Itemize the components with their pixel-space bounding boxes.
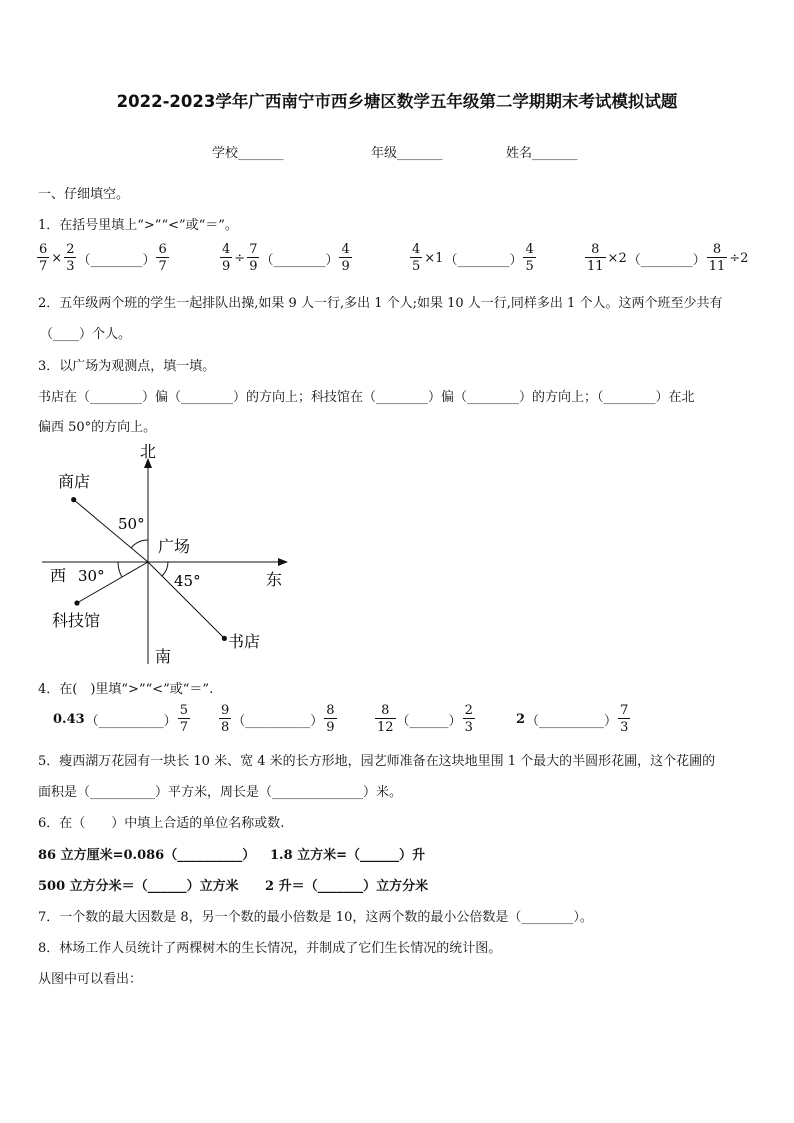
q6-line-1a[interactable]: 86 立方厘米=0.086（__________）: [38, 848, 256, 863]
q1-item-4: $\frac{8}{11}$ ×2 （________） $\frac{8}{11}$ ÷2: [587, 242, 749, 274]
east-label: 东: [266, 570, 283, 589]
q4-item-3: [374, 704, 476, 734]
fraction: $\frac{5}{7}$: [179, 703, 188, 735]
name-field[interactable]: 姓名_______: [506, 146, 578, 161]
fraction: $\frac{4}{9}$: [341, 242, 350, 274]
shop-angle-arc: [131, 540, 148, 548]
fraction: $\frac{8}{11}$: [708, 242, 726, 274]
grade-field[interactable]: 年级_______: [371, 146, 443, 161]
fraction: $\frac{8}{12}$: [377, 703, 394, 735]
q1-item-3: $\frac{4}{5}$ ×1 （________） $\frac{4}{5}$: [412, 242, 534, 274]
q7-text[interactable]: 7．一个数的最大因数是 8，另一个数的最小倍数是 10，这两个数的最小公倍数是（________）。: [38, 910, 593, 925]
q6-line-2a[interactable]: 500 立方分米＝（______）立方米: [38, 879, 239, 894]
east-arrow-icon: [278, 558, 288, 566]
answer-blank[interactable]: （__________）: [232, 713, 324, 729]
page-title: 2022-2023学年广西南宁市西乡塘区数学五年级第二学期期末考试模拟试题: [116, 92, 678, 111]
shop-angle-label: 50°: [118, 515, 145, 533]
south-label: 南: [155, 647, 172, 666]
shop-point: [71, 497, 76, 502]
q1-item-2: $\frac{4}{9}$ ÷ $\frac{7}{9}$ （________） $\frac{4}{9}$: [222, 242, 350, 274]
square-label: 广场: [158, 537, 191, 556]
museum-label: 科技馆: [52, 611, 101, 630]
answer-blank[interactable]: （________）: [260, 252, 339, 268]
q6-line-2b[interactable]: 2 升＝（_______）立方分米: [265, 879, 429, 894]
bookstore-label: 书店: [228, 632, 261, 651]
bookstore-angle-label: 45°: [174, 572, 201, 590]
q2-line-2[interactable]: （____）个人。: [40, 327, 132, 342]
north-label: 北: [140, 442, 157, 461]
fraction: $\frac{9}{8}$: [221, 703, 230, 735]
fraction: $\frac{4}{5}$: [525, 242, 534, 274]
museum-angle-arc: [118, 562, 122, 577]
bookstore-point: [222, 636, 227, 641]
q8-text: 8．林场工作人员统计了两棵树木的生长情况，并制成了它们生长情况的统计图。: [38, 941, 502, 956]
fraction: $\frac{7}{3}$: [620, 703, 629, 735]
answer-blank[interactable]: （________）: [77, 252, 156, 268]
q3-stem: 3．以广场为观测点，填一填。: [38, 359, 216, 374]
fraction: $\frac{7}{9}$: [249, 242, 258, 274]
q5-line-1: 5．瘦西湖万花园有一块长 10 米、宽 4 米的长方形地，园艺师准备在这块地里围 1 个最大的半圆形花圃，这个花圃的: [38, 754, 716, 769]
q1-stem: 1．在括号里填上“>”“<”或“＝”。: [38, 218, 238, 233]
west-label: 西: [50, 566, 67, 585]
q2-line-1: 2．五年级两个班的学生一起排队出操,如果 9 人一行,多出 1 个人;如果 10 人一行,同样多出 1 个人。这两个班至少共有: [38, 296, 723, 311]
answer-blank[interactable]: （________）: [627, 252, 706, 268]
fraction: $\frac{4}{5}$: [412, 242, 421, 274]
q6-line-1b[interactable]: 1.8 立方米=（______）升: [270, 848, 426, 863]
q5-line-2[interactable]: 面积是（__________）平方米，周长是（______________）米。: [38, 785, 403, 800]
fraction: $\frac{8}{9}$: [326, 703, 335, 735]
section-heading: 一、仔细填空。: [38, 187, 130, 202]
fraction: $\frac{4}{9}$: [222, 242, 231, 274]
answer-blank[interactable]: （______）: [396, 713, 462, 729]
q4-stem: 4．在( )里填“>”“<”或“＝”.: [38, 682, 214, 697]
q4-item-4: 2 （__________） $\frac{7}{3}$: [516, 703, 629, 735]
fraction: $\frac{2}{3}$: [464, 703, 473, 735]
fraction: $\frac{8}{11}$: [587, 242, 604, 274]
compass-diagram: [30, 440, 300, 670]
museum-angle-label: 30°: [78, 567, 105, 585]
q4-item-2: [218, 704, 338, 734]
answer-blank[interactable]: （__________）: [526, 713, 618, 729]
fraction: $\frac{6}{7}$: [158, 242, 167, 274]
answer-blank[interactable]: （________）: [444, 252, 523, 268]
shop-label: 商店: [58, 472, 91, 491]
school-field[interactable]: 学校_______: [212, 146, 284, 161]
q3-line-2: 偏西 50°的方向上。: [38, 420, 157, 435]
fraction: $\frac{2}{3}$: [66, 242, 75, 274]
q3-line-1[interactable]: 书店在（________）偏（________）的方向上；科技馆在（________）偏（________）的方向上；（________）在北: [38, 390, 695, 405]
q4-item-1: 0.43 （__________） $\frac{5}{7}$: [53, 703, 188, 735]
q1-item-1: $\frac{6}{7}$ × $\frac{2}{3}$ （________） $\frac{6}{7}$: [39, 242, 167, 274]
bookstore-angle-arc: [162, 562, 168, 576]
museum-point: [74, 600, 79, 605]
fraction: $\frac{6}{7}$: [39, 242, 48, 274]
answer-blank[interactable]: （__________）: [85, 713, 177, 729]
q6-stem: 6．在（ ）中填上合适的单位名称或数.: [38, 816, 285, 831]
q8-subtext: 从图中可以看出：: [38, 972, 143, 987]
